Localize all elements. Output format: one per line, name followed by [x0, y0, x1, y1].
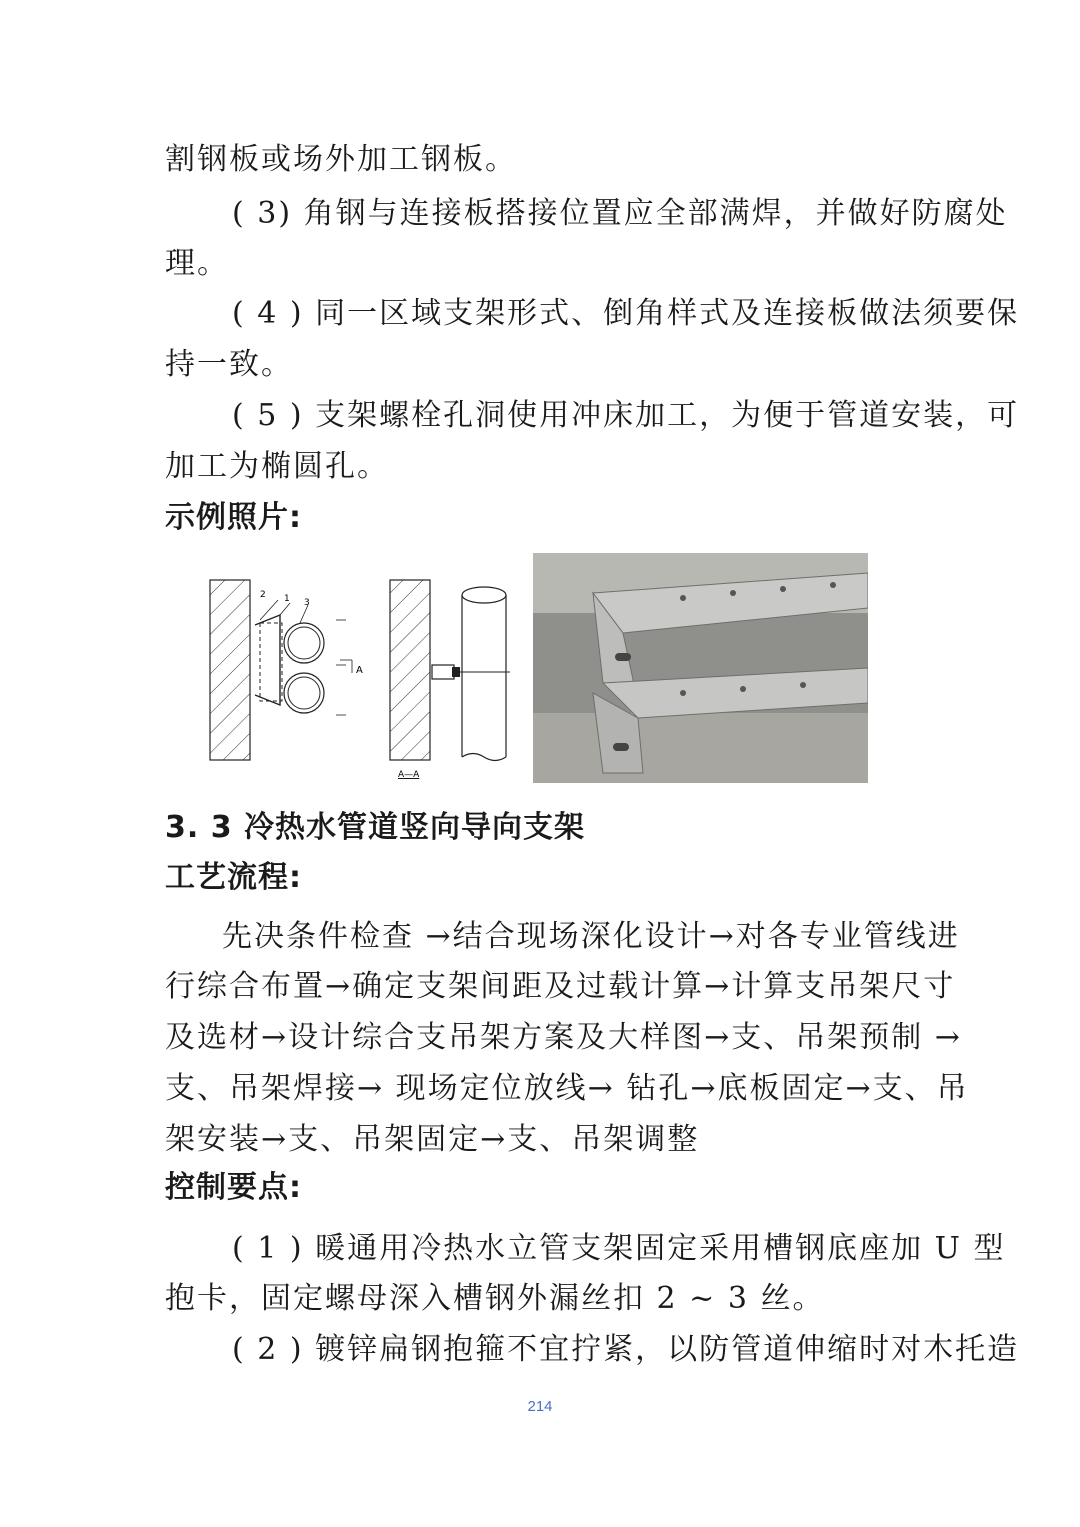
process-line: 先决条件检查 →结合现场深化设计→对各专业管线进	[222, 919, 960, 954]
section-caption: A—A	[398, 770, 420, 780]
process-line: 及选材→设计综合支吊架方案及大样图→支、吊架预制 →	[165, 1020, 962, 1055]
callout-label: 3	[304, 598, 310, 608]
heading-process: 工艺流程:	[165, 860, 302, 895]
paragraph-line: 加工为椭圆孔。	[165, 449, 389, 484]
section-mark: A	[356, 665, 363, 676]
bracket-photo	[533, 553, 868, 783]
paragraph-line: ( 3) 角钢与连接板搭接位置应全部满焊，并做好防腐处	[232, 196, 1008, 231]
callout-label: 2	[260, 590, 266, 600]
control-line: 抱卡，固定螺母深入槽钢外漏丝扣 2 ~ 3 丝。	[165, 1281, 825, 1316]
paragraph-line: 持一致。	[165, 347, 293, 382]
process-line: 架安装→支、吊架固定→支、吊架调整	[165, 1122, 700, 1157]
control-line: ( 1 ) 暖通用冷热水立管支架固定采用槽钢底座加 U 型	[232, 1231, 1006, 1266]
wall-section-right	[390, 580, 430, 760]
heading-control: 控制要点:	[165, 1170, 302, 1205]
control-line: ( 2 ) 镀锌扁钢抱箍不宜拧紧，以防管道伸缩时对木托造	[232, 1332, 1020, 1367]
paragraph-line: ( 5 ) 支架螺栓孔洞使用冲床加工，为便于管道安装，可	[232, 398, 1020, 433]
bracket-drawing	[200, 565, 520, 785]
paragraph-line: 割钢板或场外加工钢板。	[165, 142, 517, 177]
process-line: 支、吊架焊接→ 现场定位放线→ 钻孔→底板固定→支、吊	[165, 1071, 969, 1106]
callout-label: 1	[284, 594, 290, 604]
pipe-upper	[284, 623, 324, 663]
process-line: 行综合布置→确定支架间距及过载计算→计算支吊架尺寸	[165, 969, 956, 1004]
paragraph-line: 理。	[165, 246, 229, 281]
pipe-lower	[284, 673, 324, 713]
wall-section-left	[210, 580, 250, 760]
heading-example-photos: 示例照片:	[165, 500, 302, 535]
paragraph-line: ( 4 ) 同一区域支架形式、倒角样式及连接板做法须要保	[232, 296, 1020, 331]
section-title: 3. 3 冷热水管道竖向导向支架	[165, 810, 586, 845]
page-number: 214	[527, 1398, 553, 1415]
